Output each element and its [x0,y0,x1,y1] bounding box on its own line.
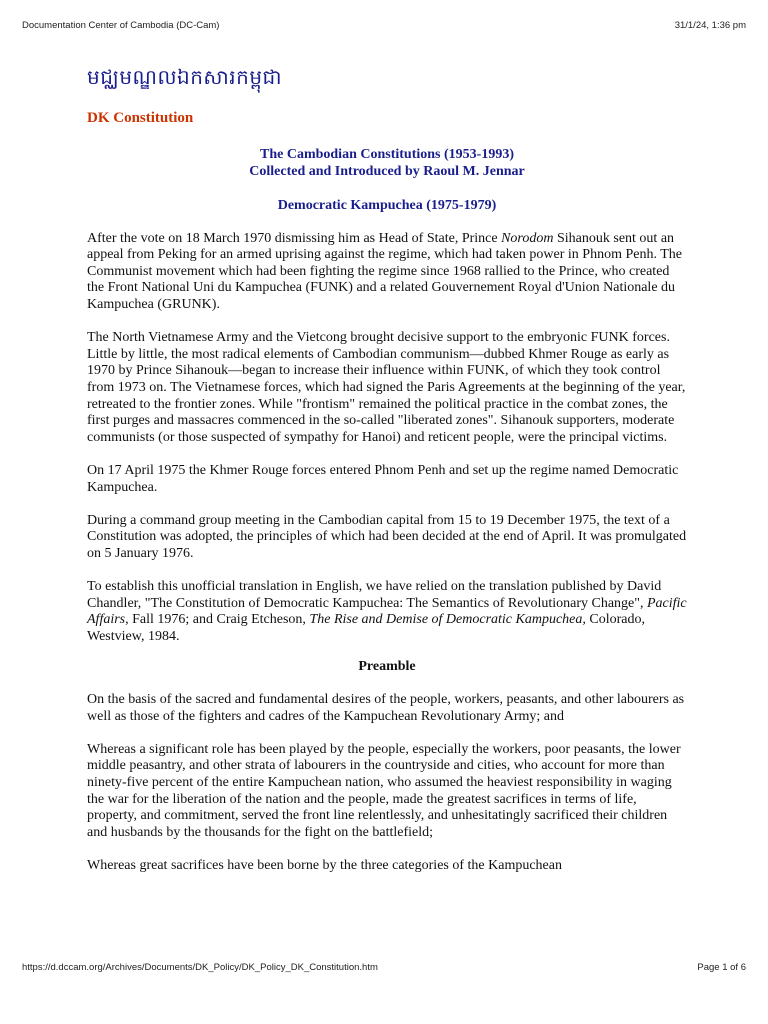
paragraph-1: After the vote on 18 March 1970 dismissing him as Head of State, Prince Norodom Sihanouk sent out an appeal from Peking for an armed uprising against the regime, which had taken power in Phnom Penh. The Communist movement which had been fighting the regime since 1968 rallied to the Prince, who created the Front National Uni du Kampuchea (FUNK) and a related Gouvernement Royal d'Union Nationale du Kampuchea (GRUNK). [87,230,682,312]
paragraph-8: Whereas great sacrifices have been borne by the three categories of the Kampuchean [87,857,562,873]
heading-preamble: Preamble [358,659,416,675]
paragraph-5: To establish this unofficial translation in English, we have relied on the translation published by David Chandler, "The Constitution of Democratic Kampuchea: The Semantics of Revolutionary Change", Pacific Affairs, Fall 1976; and Craig Etcheson, The Rise and Demise of Democratic Kampuchea, Colorado, Westview, 1984. [87,579,687,644]
paragraph-3: On 17 April 1975 the Khmer Rouge forces entered Phnom Penh and set up the regime named Democratic Kampuchea. [87,462,679,495]
print-header [22,20,746,31]
emphasis-pacific-affairs: Pacific Affairs [87,595,687,628]
section-link-dk-constitution[interactable]: DK Constitution [87,110,194,126]
print-header-date: 31/1/24, 1:36 pm [674,20,746,31]
print-footer-url[interactable]: https://d.dccam.org/Archives/Documents/DK_Policy/DK_Policy_DK_Constitution.htm [22,962,378,973]
heading-period: Democratic Kampuchea (1975-1979) [277,198,497,213]
emphasis-norodom: Norodom [501,230,554,246]
document-body [87,62,687,875]
paragraph-7: Whereas a significant role has been played by the people, especially the workers, poor peasants, the lower middle peasantry, and other strata of labourers in the countryside and cities, who account for more than ninety-five percent of the entire Kampuchean nation, who assumed the heaviest responsibility in waging the war for the liberation of the nation and the people, made the greatest sacrifices in terms of life, property, and commitment, served the front line relentlessly, and unhesitatingly sacrificed their children and husbands by the thousands for the fight on the battlefield; [87,741,681,840]
paragraph-4: During a command group meeting in the Cambodian capital from 15 to 19 December 1975, the text of a Constitution was adopted, the principles of which had been decided at the end of April. It was promulgated on 5 January 1976. [87,512,687,561]
paragraph-6: On the basis of the sacred and fundamental desires of the people, workers, peasants, and other labourers as well as those of the fighters and cadres of the Kampuchean Revolutionary Army; and [87,692,685,724]
khmer-site-title: មជ្ឈមណ្ឌលឯកសារកម្ពុជា [87,65,283,89]
print-footer-page-number: Page 1 of 6 [697,962,746,973]
print-footer [22,962,746,973]
heading-author: Collected and Introduced by Raoul M. Jennar [249,164,525,179]
heading-constitutions: The Cambodian Constitutions (1953-1993) [260,147,514,162]
emphasis-book-title: The Rise and Demise of Democratic Kampuchea, [309,612,586,628]
print-header-site: Documentation Center of Cambodia (DC-Cam) [22,20,220,31]
paragraph-2: The North Vietnamese Army and the Vietcong brought decisive support to the embryonic FUNK forces. Little by little, the most radical elements of Cambodian communism—dubbed Khmer Rouge as early as 1970 by Prince Sihanouk—began to increase their influence within FUNK, of which they took control from 1973 on. The Vietnamese forces, which had signed the Paris Agreements at the beginning of the year, retreated to the frontier zones. While "frontism" remained the political practice in the combat zones, the first purges and massacres commenced in the so-called "liberated zones". Sihanouk supporters, moderate communists (or those suspected of sympathy for Hanoi) and reticent people, were the principal victims. [87,330,686,445]
